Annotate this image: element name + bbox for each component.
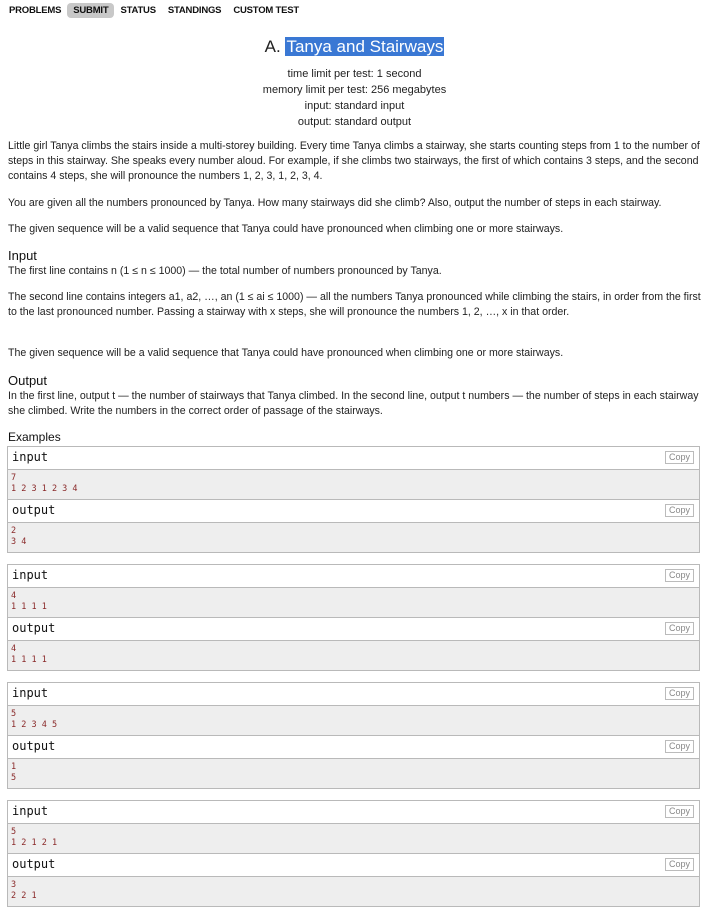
- copy-button[interactable]: Copy: [665, 451, 694, 464]
- nav-custom-test[interactable]: CUSTOM TEST: [233, 5, 300, 16]
- copy-button[interactable]: Copy: [665, 687, 694, 700]
- sample-input-content: 7 1 2 3 1 2 3 4: [8, 470, 699, 499]
- input-type: input: standard input: [304, 100, 405, 112]
- sample-output-content: 1 5: [8, 759, 699, 788]
- copy-button[interactable]: Copy: [665, 740, 694, 753]
- sample-test-3: [7, 682, 700, 789]
- sample-output-content: 2 3 4: [8, 523, 699, 552]
- sample-output-label: output: [12, 857, 56, 871]
- problem-specs: [0, 66, 709, 130]
- sample-input-label: input: [12, 450, 49, 464]
- problem-title: [265, 37, 445, 56]
- input-title: Input: [8, 248, 37, 263]
- sample-output-header: [8, 617, 699, 641]
- copy-button[interactable]: Copy: [665, 622, 694, 635]
- output-p1: In the first line, output t — the number of stairways that Tanya climbed. In the second line, output t numbers — the number of steps in each stairway she climbed. Write the numbers in the correct order of passage of the stairways.: [8, 390, 699, 417]
- sample-output-header: [8, 735, 699, 759]
- sample-input-label: input: [12, 804, 49, 818]
- statement-p2: You are given all the numbers pronounced by Tanya. How many stairways did she climb? Also, output the number of steps in each stairway.: [8, 197, 662, 209]
- input-p2: The second line contains integers a1, a2, …, an (1 ≤ ai ≤ 1000) — all the numbers Tanya pronounced while climbing the stairs, in order from the first to the last pronounced number. Passing a stairway with x steps, she will pronounce the numbers 1, 2, …, x in that order.: [8, 291, 701, 318]
- sample-output-label: output: [12, 621, 56, 635]
- copy-button[interactable]: Copy: [665, 569, 694, 582]
- sample-input-content: 5 1 2 3 4 5: [8, 706, 699, 735]
- top-nav: [3, 2, 305, 19]
- nav-status[interactable]: STATUS: [120, 5, 156, 16]
- sample-test-2: [7, 564, 700, 671]
- problem-letter: A.: [264, 37, 281, 56]
- sample-input-header: [8, 565, 699, 588]
- sample-input-header: [8, 683, 699, 706]
- time-limit: time limit per test: 1 second: [287, 68, 422, 80]
- output-title: Output: [8, 373, 48, 388]
- examples-title: Examples: [8, 430, 61, 444]
- sample-input-content: 4 1 1 1 1: [8, 588, 699, 617]
- statement-p3: The given sequence will be a valid sequence that Tanya could have pronounced when climbing one or more stairways.: [8, 223, 564, 235]
- problem-title-wrap: [0, 37, 709, 57]
- copy-button[interactable]: Copy: [665, 805, 694, 818]
- sample-output-content: 4 1 1 1 1: [8, 641, 699, 670]
- sample-input-content: 5 1 2 1 2 1: [8, 824, 699, 853]
- nav-standings[interactable]: STANDINGS: [167, 5, 222, 16]
- sample-test-4: [7, 800, 700, 907]
- sample-output-label: output: [12, 503, 56, 517]
- input-p1: The first line contains n (1 ≤ n ≤ 1000) — the total number of numbers pronounced by Tanya.: [8, 265, 442, 277]
- problem-name: Tanya and Stairways: [286, 37, 444, 56]
- input-p3: The given sequence will be a valid sequence that Tanya could have pronounced when climbing one or more stairways.: [8, 347, 564, 359]
- memory-limit: memory limit per test: 256 megabytes: [262, 84, 447, 96]
- sample-input-header: [8, 801, 699, 824]
- nav-problems[interactable]: PROBLEMS: [9, 5, 62, 16]
- statement-p1: Little girl Tanya climbs the stairs inside a multi-storey building. Every time Tanya climbs a stairway, she starts counting steps from 1 to the number of steps in this stairway. She speaks every number aloud. For example, if she climbs two stairways, the first of which contains 3 steps, and the second contains 4 steps, she will pronounce the numbers 1, 2, 3, 1, 2, 3, 4.: [8, 140, 700, 182]
- copy-button[interactable]: Copy: [665, 858, 694, 871]
- copy-button[interactable]: Copy: [665, 504, 694, 517]
- sample-input-label: input: [12, 686, 49, 700]
- nav-submit[interactable]: SUBMIT: [67, 3, 114, 18]
- sample-input-label: input: [12, 568, 49, 582]
- sample-test-1: [7, 446, 700, 553]
- sample-output-content: 3 2 2 1: [8, 877, 699, 906]
- sample-output-label: output: [12, 739, 56, 753]
- sample-output-header: [8, 853, 699, 877]
- sample-output-header: [8, 499, 699, 523]
- sample-input-header: [8, 447, 699, 470]
- output-type: output: standard output: [297, 116, 412, 128]
